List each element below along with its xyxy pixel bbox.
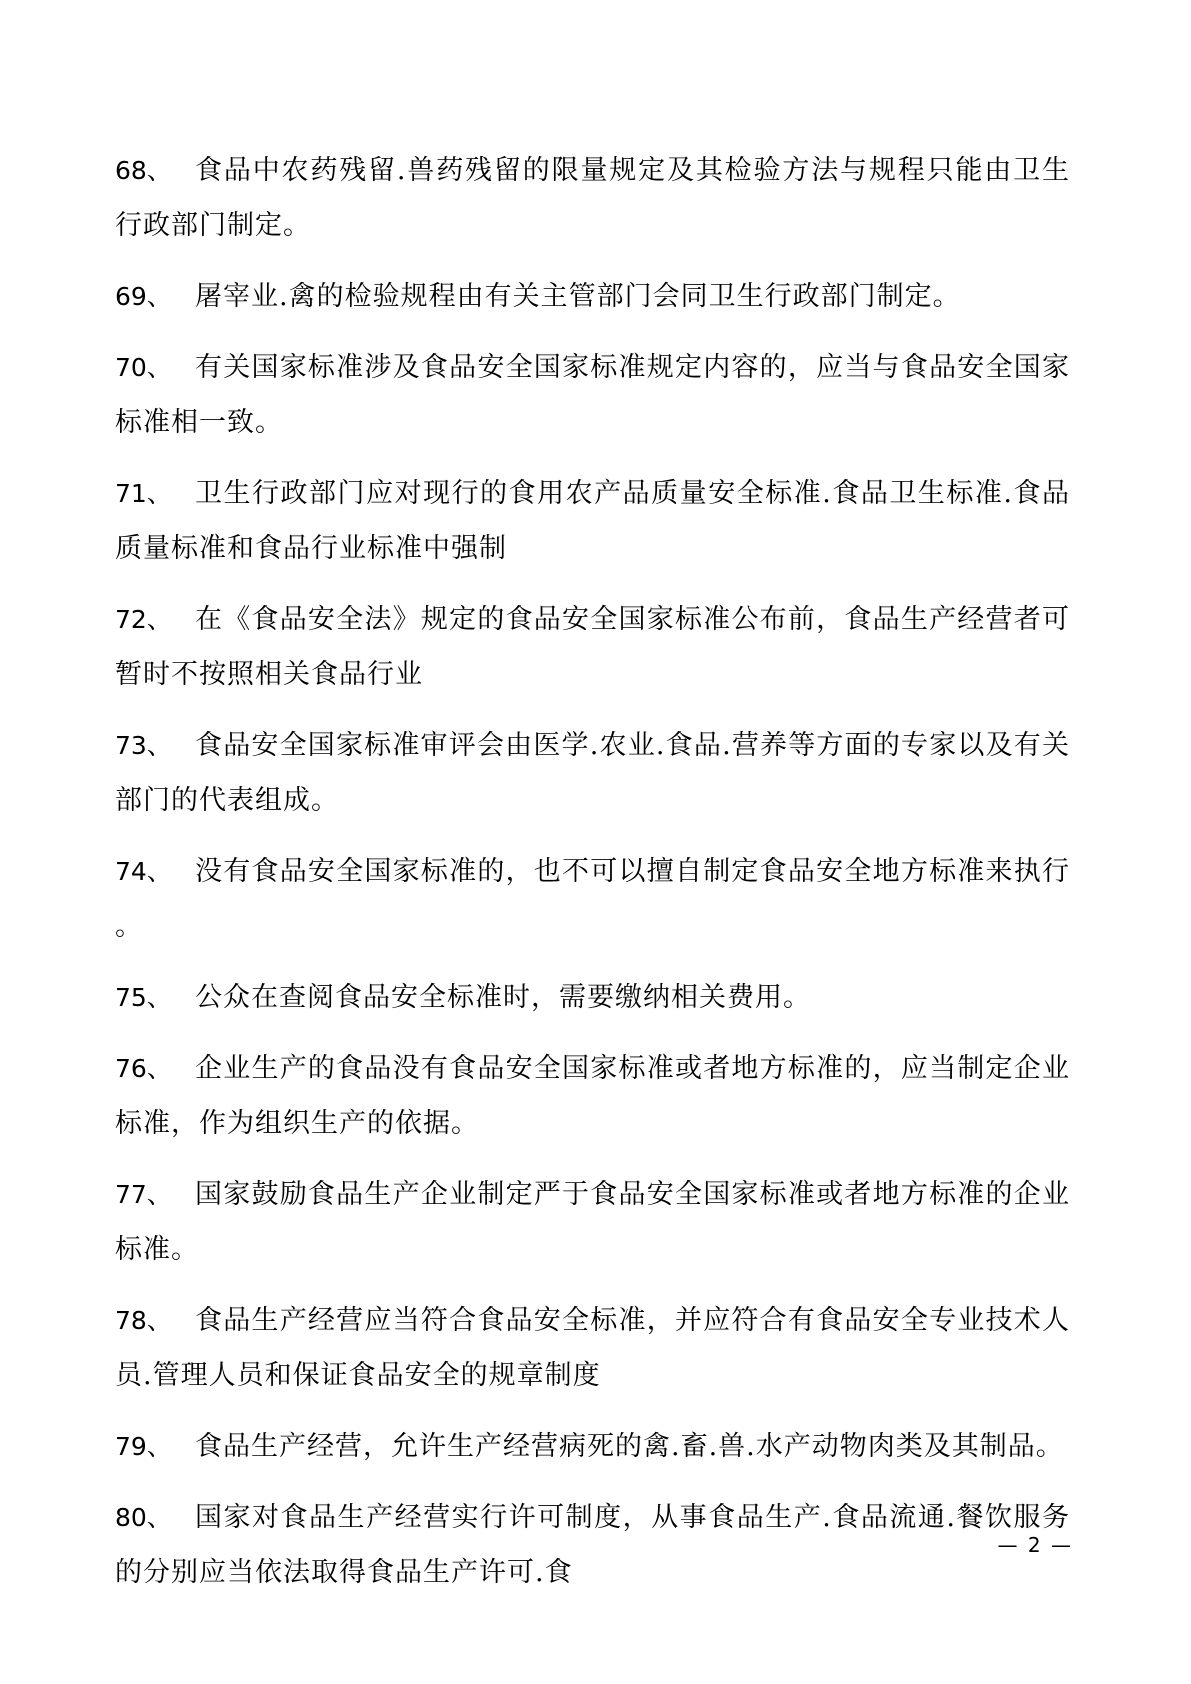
item-number: 78、 xyxy=(115,1306,172,1335)
list-item xyxy=(115,1490,1070,1600)
item-text: 食品安全国家标准审评会由医学.农业.食品.营养等方面的专家以及有关部门的代表组成。 xyxy=(115,730,1070,816)
item-number: 70、 xyxy=(115,353,172,382)
item-text: 食品生产经营，允许生产经营病死的禽.畜.兽.水产动物肉类及其制品。 xyxy=(195,1431,1064,1462)
item-number: 76、 xyxy=(115,1054,172,1083)
list-item xyxy=(115,844,1070,954)
item-number: 80、 xyxy=(115,1503,172,1532)
list-item xyxy=(115,340,1070,450)
item-text: 卫生行政部门应对现行的食用农产品质量安全标准.食品卫生标准.食品质量标准和食品行业标准中强制 xyxy=(115,478,1070,564)
item-text: 在《食品安全法》规定的食品安全国家标准公布前，食品生产经营者可暂时不按照相关食品行业 xyxy=(115,604,1070,690)
list-item xyxy=(115,970,1070,1025)
list-item xyxy=(115,143,1070,253)
item-number: 79、 xyxy=(115,1432,172,1461)
list-item xyxy=(115,592,1070,702)
item-text: 国家鼓励食品生产企业制定严于食品安全国家标准或者地方标准的企业标准。 xyxy=(115,1179,1070,1265)
item-text: 国家对食品生产经营实行许可制度，从事食品生产.食品流通.餐饮服务的分别应当依法取得食品生产许可.食 xyxy=(115,1502,1070,1588)
item-text: 没有食品安全国家标准的，也不可以擅自制定食品安全地方标准来执行。 xyxy=(115,856,1070,942)
list-item xyxy=(115,1419,1070,1474)
item-text: 企业生产的食品没有食品安全国家标准或者地方标准的，应当制定企业标准，作为组织生产的依据。 xyxy=(115,1053,1070,1139)
item-number: 75、 xyxy=(115,983,172,1012)
question-list xyxy=(115,143,1070,1616)
list-item xyxy=(115,269,1070,324)
list-item xyxy=(115,718,1070,828)
item-text: 食品中农药残留.兽药残留的限量规定及其检验方法与规程只能由卫生行政部门制定。 xyxy=(115,155,1070,241)
list-item xyxy=(115,1293,1070,1403)
item-text: 有关国家标准涉及食品安全国家标准规定内容的，应当与食品安全国家标准相一致。 xyxy=(115,352,1070,438)
item-number: 71、 xyxy=(115,479,172,508)
list-item xyxy=(115,1167,1070,1277)
item-number: 73、 xyxy=(115,731,172,760)
item-number: 74、 xyxy=(115,857,172,886)
item-number: 68、 xyxy=(115,156,172,185)
list-item xyxy=(115,466,1070,576)
list-item xyxy=(115,1041,1070,1151)
item-text: 食品生产经营应当符合食品安全标准，并应符合有食品安全专业技术人员.管理人员和保证食品安全的规章制度 xyxy=(115,1305,1070,1391)
item-number: 69、 xyxy=(115,282,172,311)
item-text: 公众在查阅食品安全标准时，需要缴纳相关费用。 xyxy=(195,982,811,1013)
item-number: 72、 xyxy=(115,605,172,634)
item-text: 屠宰业.禽的检验规程由有关主管部门会同卫生行政部门制定。 xyxy=(195,281,961,312)
item-number: 77、 xyxy=(115,1180,172,1209)
page-number: — 2 — xyxy=(997,1533,1073,1557)
